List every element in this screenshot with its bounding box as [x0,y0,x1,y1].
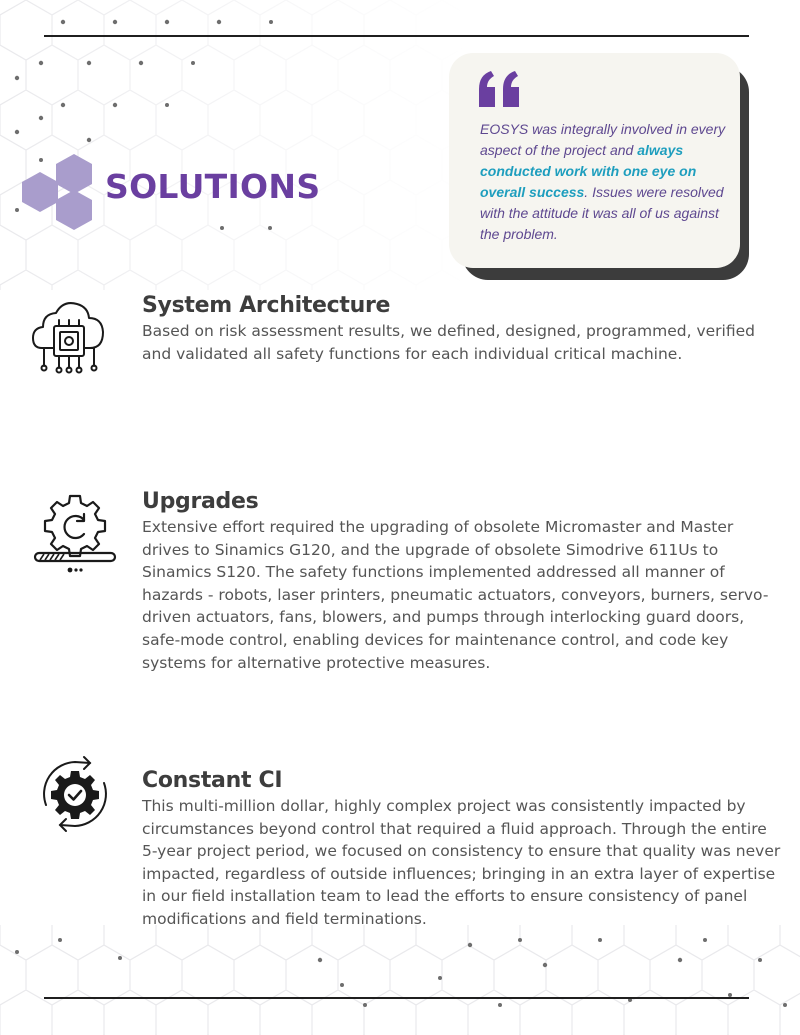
gear-check-cycle-icon [32,751,118,837]
gear-refresh-progress-icon [32,492,120,576]
section-title: Upgrades [142,489,259,514]
solutions-heading: SOLUTIONS [105,167,321,206]
section-body: Based on risk assessment results, we defined, designed, programmed, verified and validated all safety functions for each individual critical machine. [142,322,755,363]
bottom-divider [44,997,749,999]
section-body: Extensive effort required the upgrading of obsolete Micromaster and Master drives to Sinamics G120, and the upgrade of obsolete Simodrive 611Us to Sinamics S120. The safety functions implemented addressed all manner of hazards - robots, laser printers, pneumatic actuators, conveyors, burners, servo-driven actuators, fans, blowers, and pumps through interlocking guard doors, safe-mode control, enabling devices for maintenance control, and code key systems for alternative protective measures. [142,518,769,672]
top-divider [44,35,749,37]
section-title: System Architecture [142,293,391,318]
quote-card [449,53,740,268]
section-title: Constant CI [142,768,283,793]
cloud-chip-icon [30,296,108,376]
section-body: This multi-million dollar, highly complex project was consistently impacted by circumstances beyond control that required a fluid approach. Through the entire 5-year project period, we focused on consistency to ensure that quality was never impacted, regardless of outside influences; bringing in an extra layer of expertise in our field installation team to lead the efforts to ensure consistency of panel modifications and field terminations. [142,797,781,928]
quote-highlight: always conducted work with one eye on overall success [480,142,697,200]
quote-text [480,119,732,245]
quote-mark-icon [479,71,525,107]
quote-text-end: . Issues were resolved with the attitude it was all of us against the problem. [480,184,724,242]
quote-text-intro: EOSYS was integrally involved in every aspect of the project and [480,121,726,158]
hexagon-cluster-icon [18,152,98,232]
